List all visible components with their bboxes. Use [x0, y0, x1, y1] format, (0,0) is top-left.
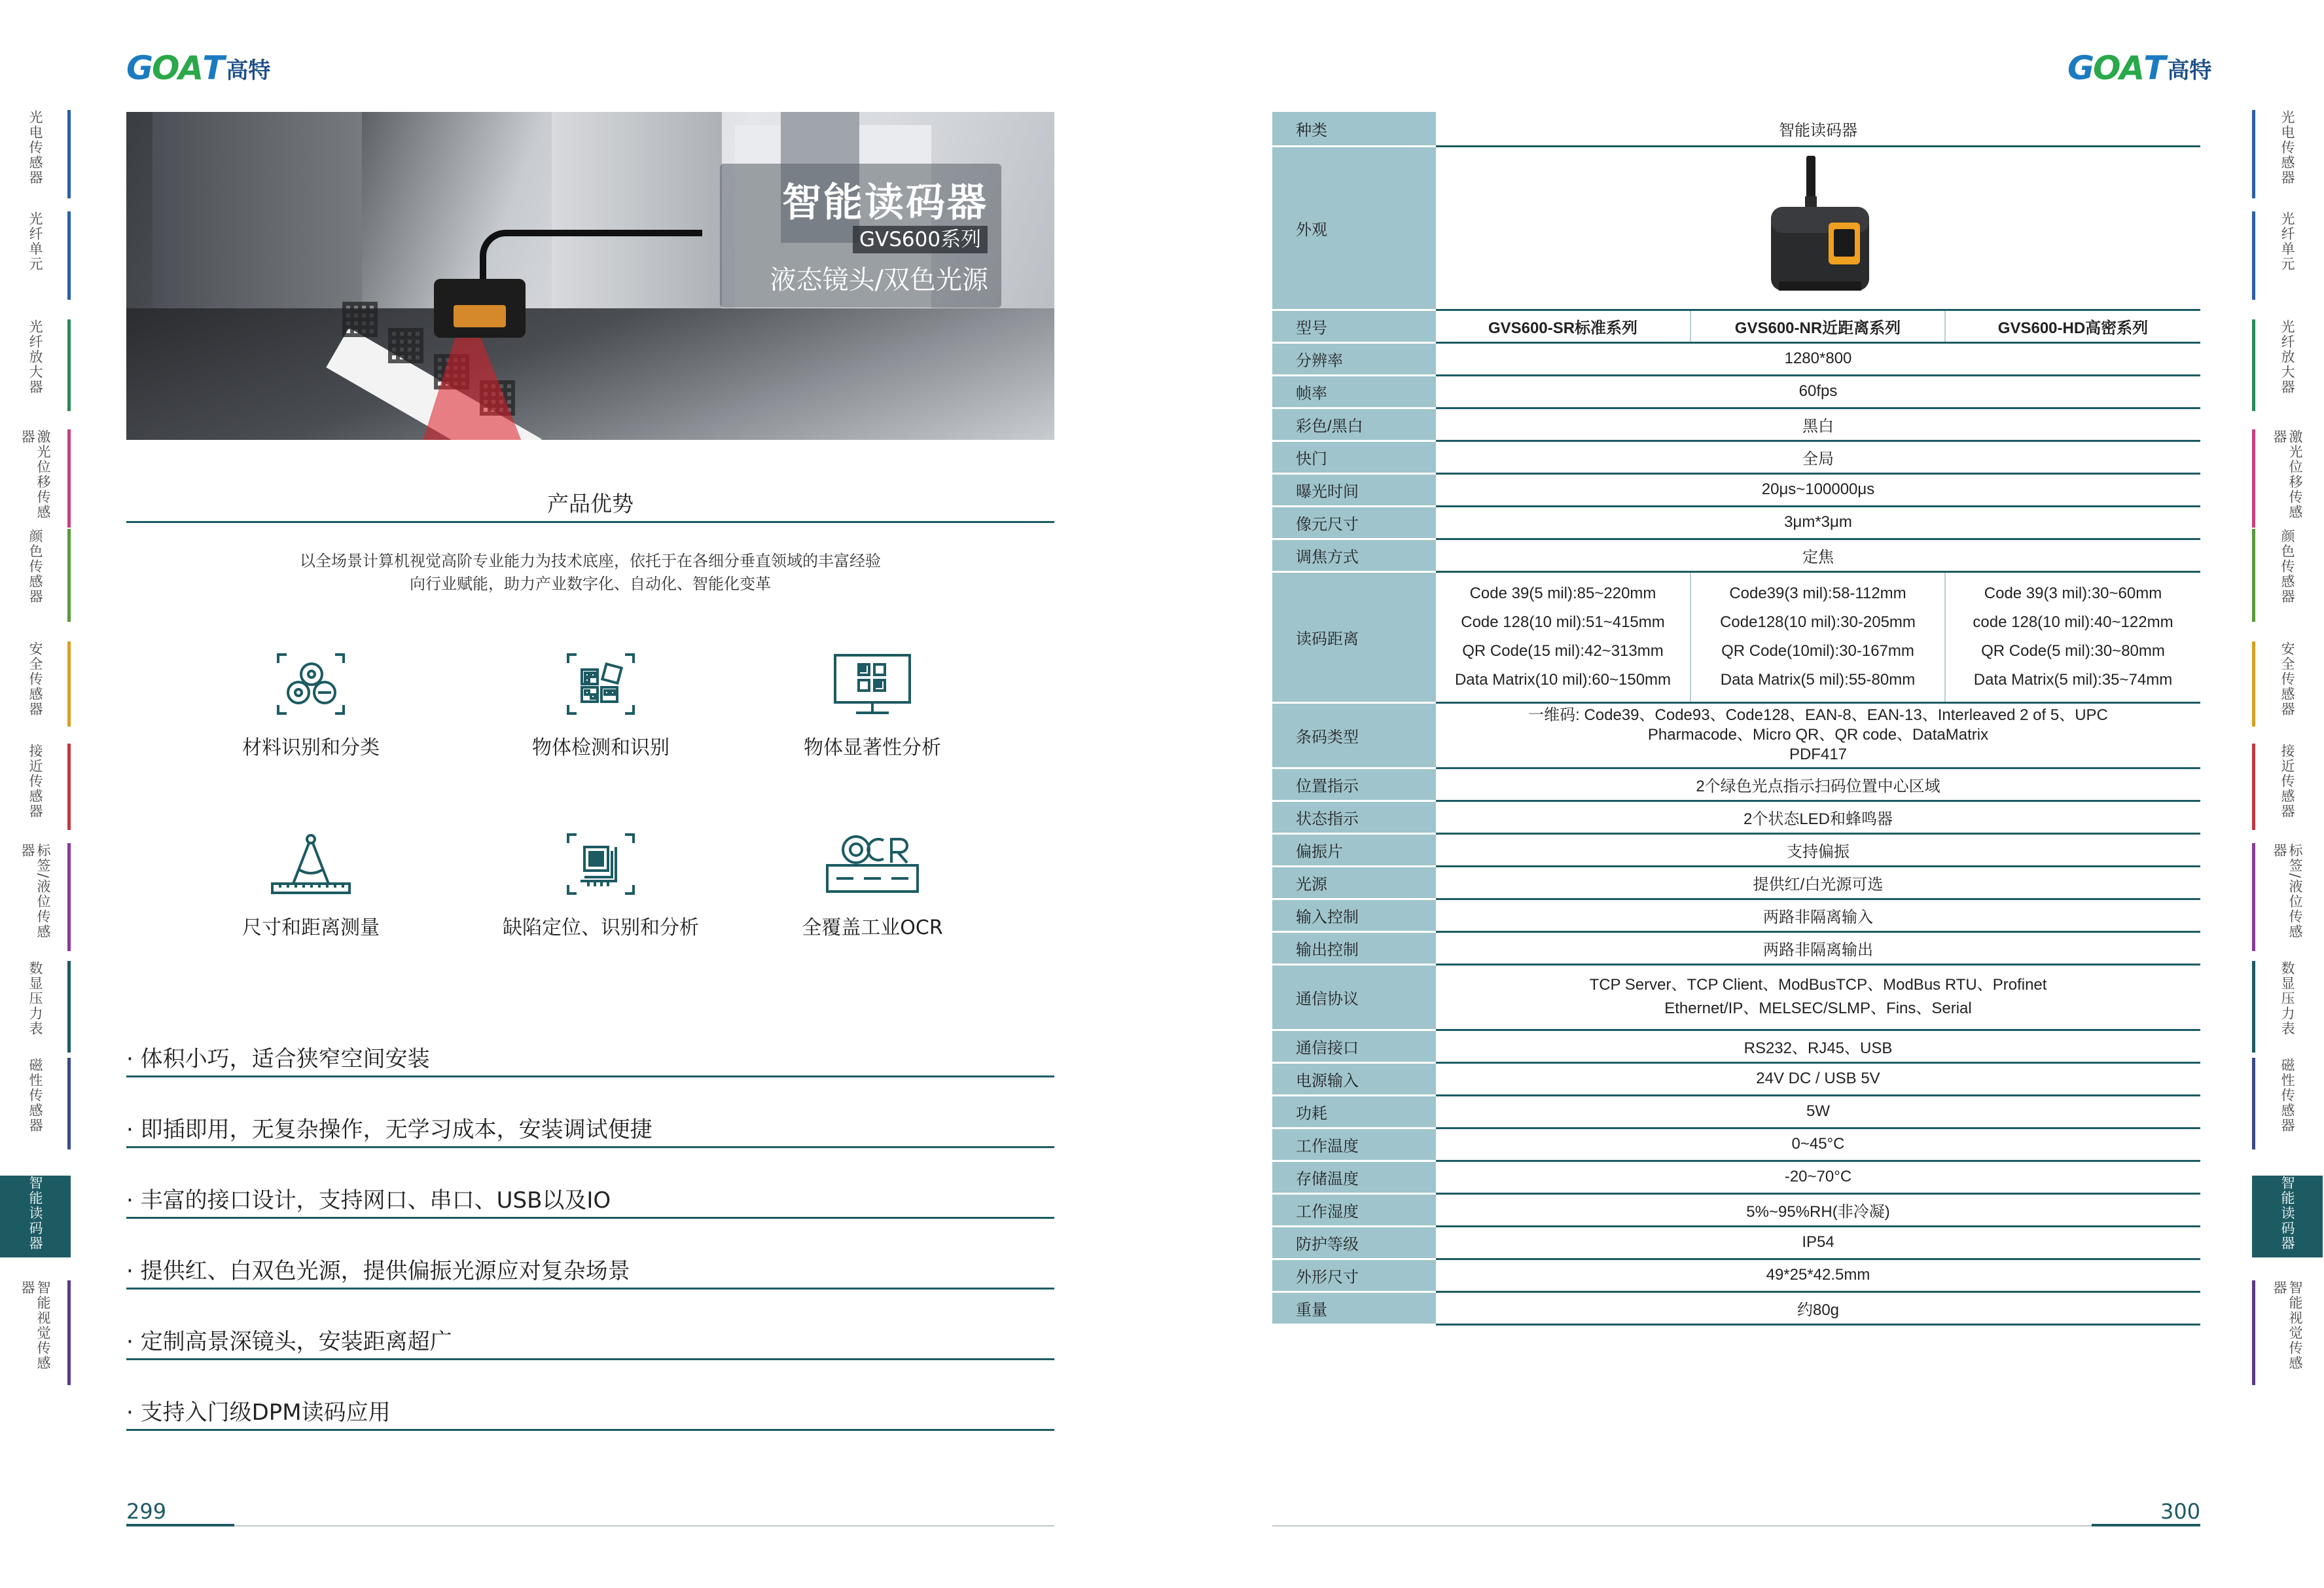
bullet-item: · 体积小巧，适合狭窄空间安装	[126, 1041, 1054, 1077]
side-tab-label: 智能读码器	[2279, 1176, 2295, 1251]
table-row	[1272, 1291, 2200, 1324]
page-number-right: 300	[2160, 1499, 2201, 1524]
spec-label: 帧率	[1272, 375, 1436, 408]
protocol-cell	[1436, 964, 2200, 1030]
side-tab-label: 安全传感器	[27, 641, 43, 717]
logo-text: GOAT	[126, 49, 224, 87]
side-tab[interactable]	[2252, 110, 2323, 198]
feature-saliency	[742, 651, 1003, 760]
spec-label: 像元尺寸	[1272, 506, 1436, 539]
side-tab-label: 光纤单元	[27, 211, 43, 272]
side-tab[interactable]	[2252, 641, 2323, 727]
advantages-desc-line2: 向行业赋能，助力产业数字化、自动化、智能化变革	[410, 575, 771, 593]
side-tab[interactable]	[0, 529, 71, 622]
side-tab[interactable]	[2252, 1058, 2323, 1149]
side-tab-color-bar	[2252, 319, 2255, 411]
distance-line: QR Code(10mil):30-167mm	[1721, 642, 1914, 660]
barcode-line: Pharmacode、Micro QR、QR code、DataMatrix	[1647, 726, 1989, 744]
object-detection-icon	[565, 651, 637, 717]
side-tab-color-bar	[67, 110, 71, 198]
side-tab-color-bar	[2252, 211, 2255, 300]
side-tab-color-bar	[2252, 744, 2255, 830]
spec-label: 工作湿度	[1272, 1193, 1436, 1226]
distance-line: Code128(10 mil):30-205mm	[1720, 613, 1916, 631]
brand-logo	[2067, 49, 2212, 87]
side-tab[interactable]	[0, 843, 71, 951]
side-tab-label: 智能读码器	[27, 1176, 43, 1251]
table-row	[1272, 146, 2200, 310]
side-tab-label: 颜色传感器	[27, 529, 43, 604]
ocr-icon	[823, 831, 921, 897]
spec-value: 5W	[1436, 1095, 2200, 1128]
side-tab[interactable]	[0, 961, 71, 1053]
model-name: GVS600-HD高密系列	[1945, 310, 2200, 342]
side-tab[interactable]	[2252, 1176, 2323, 1257]
spec-label: 外形尺寸	[1272, 1259, 1436, 1291]
table-row	[1272, 506, 2200, 539]
logo-text: GOAT	[2067, 49, 2165, 87]
side-tab[interactable]	[2252, 961, 2323, 1053]
hero-title: 智能读码器	[782, 180, 988, 226]
spec-label: 型号	[1272, 310, 1436, 342]
spec-label: 功耗	[1272, 1095, 1436, 1128]
side-tab[interactable]	[0, 641, 71, 727]
distance-line: QR Code(5 mil):30~80mm	[1981, 642, 2165, 660]
distance-cell	[1945, 571, 2200, 702]
side-tab-color-bar	[2252, 1280, 2255, 1385]
spec-value: 2个绿色光点指示扫码位置中心区域	[1436, 768, 2200, 801]
spec-label: 读码距离	[1272, 571, 1436, 702]
spec-label: 位置指示	[1272, 768, 1436, 801]
side-tab[interactable]	[2252, 1280, 2323, 1385]
bullet-item: · 定制高景深镜头，安装距离超广	[126, 1324, 1054, 1360]
product-image	[1766, 151, 1870, 301]
bullet-item: · 即插即用，无复杂操作，无学习成本，安装调试便捷	[126, 1111, 1054, 1148]
distance-line: Code 128(10 mil):51~415mm	[1461, 613, 1665, 631]
side-tab-label: 智能视觉传感器	[20, 1280, 51, 1371]
table-row	[1272, 833, 2200, 866]
side-tab-label: 标签/液位传感器	[2272, 843, 2303, 940]
feature-label: 尺寸和距离测量	[242, 916, 380, 939]
side-tab[interactable]	[0, 1176, 71, 1257]
side-tab-color-bar	[67, 429, 71, 528]
feature-label: 全覆盖工业OCR	[802, 916, 943, 939]
side-tab[interactable]	[2252, 843, 2323, 951]
spec-label: 光源	[1272, 866, 1436, 899]
table-row	[1272, 1062, 2200, 1095]
spec-label: 种类	[1272, 112, 1436, 146]
side-tab[interactable]	[2252, 744, 2323, 830]
model-name: GVS600-SR标准系列	[1436, 310, 1690, 342]
table-row	[1272, 964, 2200, 1030]
hero-subtitle: 液态镜头/双色光源	[770, 265, 988, 295]
bullet-item: · 提供红、白双色光源，提供偏振光源应对复杂场景	[126, 1253, 1054, 1290]
distance-cell	[1436, 571, 1690, 702]
table-row	[1272, 375, 2200, 408]
side-tab-color-bar	[2252, 1058, 2255, 1149]
feature-label: 缺陷定位、识别和分析	[503, 916, 699, 939]
spec-label: 分辨率	[1272, 342, 1436, 375]
defect-chip-icon	[565, 831, 637, 897]
spec-value: 黑白	[1436, 408, 2200, 441]
spec-table	[1272, 112, 2200, 1326]
footer-line-accent	[2092, 1524, 2200, 1526]
side-tab[interactable]	[0, 1058, 71, 1149]
spec-value: 60fps	[1436, 375, 2200, 408]
side-tab[interactable]	[0, 211, 71, 300]
spec-value: 3μm*3μm	[1436, 506, 2200, 539]
spec-label: 通信接口	[1272, 1030, 1436, 1062]
side-tab-label: 磁性传感器	[27, 1058, 43, 1133]
side-tab-label: 激光位移传感器	[20, 429, 51, 520]
spec-label: 重量	[1272, 1291, 1436, 1324]
advantages-title: 产品优势	[547, 491, 634, 516]
model-name: GVS600-NR近距离系列	[1690, 310, 1945, 342]
spec-label: 状态指示	[1272, 801, 1436, 833]
side-tab[interactable]	[2252, 429, 2323, 528]
table-row	[1272, 408, 2200, 441]
side-tab-color-bar	[67, 211, 71, 300]
spec-value: 0~45°C	[1436, 1128, 2200, 1161]
spec-label: 快门	[1272, 441, 1436, 473]
side-tab[interactable]	[2252, 211, 2323, 300]
distance-line: Code 39(5 mil):85~220mm	[1469, 585, 1656, 602]
side-tab-color-bar	[2252, 961, 2255, 1053]
side-tab-color-bar	[67, 641, 71, 727]
side-tab-color-bar	[67, 529, 71, 622]
spec-label: 偏振片	[1272, 833, 1436, 866]
side-tab-color-bar	[2252, 529, 2255, 622]
side-tab-color-bar	[67, 843, 71, 951]
product-appearance	[1436, 146, 2200, 310]
side-tab-label: 光纤放大器	[2279, 319, 2295, 395]
footer-line-accent	[126, 1524, 234, 1526]
protocol-line: TCP Server、TCP Client、ModBusTCP、ModBus RTU、Profinet	[1589, 976, 2047, 994]
spec-value: 智能读码器	[1436, 112, 2200, 146]
spec-label: 调焦方式	[1272, 539, 1436, 571]
spec-value: -20~70°C	[1436, 1161, 2200, 1193]
feature-label: 物体检测和识别	[532, 736, 670, 759]
feature-label: 材料识别和分类	[242, 736, 380, 759]
distance-line: QR Code(15 mil):42~313mm	[1462, 642, 1664, 660]
side-tab-color-bar	[67, 1280, 71, 1385]
side-tab-color-bar	[67, 319, 71, 411]
side-tab-label: 光纤单元	[2279, 211, 2295, 272]
side-tab-label: 光电传感器	[2279, 110, 2295, 185]
spec-value: 全局	[1436, 441, 2200, 473]
distance-line: Code 39(3 mil):30~60mm	[1984, 585, 2162, 602]
spec-label: 外观	[1272, 146, 1436, 310]
spec-value: IP54	[1436, 1226, 2200, 1259]
side-tab-color-bar	[67, 961, 71, 1053]
spec-label: 条码类型	[1272, 702, 1436, 768]
measurement-compass-icon	[268, 831, 353, 897]
spec-value: 20μs~100000μs	[1436, 473, 2200, 506]
side-tab[interactable]	[0, 429, 71, 528]
footer-line	[1272, 1525, 2200, 1526]
table-row	[1272, 931, 2200, 964]
spec-label: 防护等级	[1272, 1226, 1436, 1259]
table-row	[1272, 441, 2200, 473]
side-tab-label: 安全传感器	[2279, 641, 2295, 717]
spec-label: 彩色/黑白	[1272, 408, 1436, 441]
feature-ocr	[742, 831, 1003, 940]
table-row	[1272, 112, 2200, 146]
advantages-description	[126, 550, 1054, 596]
side-tab-color-bar	[2252, 641, 2255, 727]
spec-value: 1280*800	[1436, 342, 2200, 375]
table-row	[1272, 801, 2200, 833]
side-tab-label: 光纤放大器	[27, 319, 43, 395]
spec-value: 提供红/白光源可选	[1436, 866, 2200, 899]
spec-label: 存储温度	[1272, 1161, 1436, 1193]
spec-value: 24V DC / USB 5V	[1436, 1062, 2200, 1095]
spec-value: 定焦	[1436, 539, 2200, 571]
distance-line: Data Matrix(10 mil):60~150mm	[1454, 671, 1671, 689]
side-tab-label: 数显压力表	[2279, 961, 2295, 1036]
side-tab-label: 光电传感器	[27, 110, 43, 185]
materials-icon	[275, 651, 347, 717]
spec-label: 输出控制	[1272, 931, 1436, 964]
hero-series-badge: GVS600系列	[853, 226, 988, 253]
feature-defect	[470, 831, 732, 940]
table-row	[1272, 1193, 2200, 1226]
table-row	[1272, 342, 2200, 375]
side-tab-label: 智能视觉传感器	[2272, 1280, 2303, 1371]
feature-label: 物体显著性分析	[804, 736, 941, 759]
brand-logo	[126, 49, 271, 87]
table-row	[1272, 473, 2200, 506]
spec-value: 支持偏振	[1436, 833, 2200, 866]
side-tab[interactable]	[0, 319, 71, 411]
side-tab[interactable]	[0, 1280, 71, 1385]
side-tab-label: 颜色传感器	[2279, 529, 2295, 604]
table-row	[1272, 702, 2200, 768]
side-tab[interactable]	[2252, 529, 2323, 622]
logo-cn: 高特	[2167, 57, 2212, 84]
spec-value: 约80g	[1436, 1291, 2200, 1324]
saliency-monitor-icon	[830, 651, 915, 717]
spec-value: 两路非隔离输出	[1436, 931, 2200, 964]
footer-line	[126, 1525, 1054, 1526]
spec-value: 2个状态LED和蜂鸣器	[1436, 801, 2200, 833]
table-row	[1272, 539, 2200, 571]
side-tab-label: 磁性传感器	[2279, 1058, 2295, 1133]
spec-value: 5%~95%RH(非冷凝)	[1436, 1193, 2200, 1226]
feature-materials	[180, 651, 442, 760]
table-row	[1272, 768, 2200, 801]
table-row	[1272, 1128, 2200, 1161]
side-tab-label: 数显压力表	[27, 961, 43, 1036]
side-tab-color-bar	[67, 744, 71, 830]
advantages-desc-line1: 以全场景计算机视觉高阶专业能力为技术底座，依托于在各细分垂直领域的丰富经验	[300, 552, 881, 570]
spec-label: 工作温度	[1272, 1128, 1436, 1161]
table-row	[1272, 899, 2200, 931]
table-row	[1272, 1161, 2200, 1193]
spec-value: 两路非隔离输入	[1436, 899, 2200, 931]
barcode-line: PDF417	[1789, 746, 1848, 763]
side-tab-label: 接近传感器	[2279, 744, 2295, 819]
spec-label: 曝光时间	[1272, 473, 1436, 506]
table-row	[1272, 866, 2200, 899]
side-tab[interactable]	[0, 744, 71, 830]
distance-line: code 128(10 mil):40~122mm	[1973, 613, 2173, 631]
side-tab-color-bar	[67, 1058, 71, 1149]
side-tab-color-bar	[2252, 843, 2255, 951]
barcode-line: 一维码: Code39、Code93、Code128、EAN-8、EAN-13、Interleaved 2 of 5、UPC	[1528, 706, 2108, 724]
spec-label: 输入控制	[1272, 899, 1436, 931]
side-tab-color-bar	[2252, 429, 2255, 528]
bullet-item: · 支持入门级DPM读码应用	[126, 1394, 1054, 1431]
page-number-left: 299	[126, 1499, 167, 1524]
protocol-line: Ethernet/IP、MELSEC/SLMP、Fins、Serial	[1664, 1000, 1972, 1017]
distance-cell	[1690, 571, 1945, 702]
distance-line: Data Matrix(5 mil):35~74mm	[1973, 671, 2173, 689]
side-tab-color-bar	[2252, 110, 2255, 198]
side-tab-label: 接近传感器	[27, 744, 43, 819]
advantages-divider	[126, 521, 1054, 523]
spec-label: 电源输入	[1272, 1062, 1436, 1095]
distance-line: Data Matrix(5 mil):55-80mm	[1720, 671, 1916, 689]
spec-label: 通信协议	[1272, 964, 1436, 1030]
barcode-types	[1436, 702, 2200, 768]
side-tab-label: 标签/液位传感器	[20, 843, 51, 940]
table-row	[1272, 1259, 2200, 1291]
bullet-item: · 丰富的接口设计，支持网口、串口、USB以及IO	[126, 1182, 1054, 1219]
reader-device-photo	[434, 279, 526, 338]
table-row	[1272, 1095, 2200, 1128]
side-tab[interactable]	[0, 110, 71, 198]
distance-line: Code39(3 mil):58-112mm	[1729, 585, 1906, 602]
logo-cn: 高特	[226, 57, 271, 84]
table-row	[1272, 310, 2200, 342]
side-tab[interactable]	[2252, 319, 2323, 411]
spec-value: RS232、RJ45、USB	[1436, 1030, 2200, 1062]
feature-object-detection	[470, 651, 732, 760]
table-row	[1272, 1030, 2200, 1062]
table-row	[1272, 571, 2200, 702]
feature-measurement	[180, 831, 442, 940]
table-row	[1272, 1226, 2200, 1259]
side-tab-label: 激光位移传感器	[2272, 429, 2303, 520]
spec-value: 49*25*42.5mm	[1436, 1259, 2200, 1291]
